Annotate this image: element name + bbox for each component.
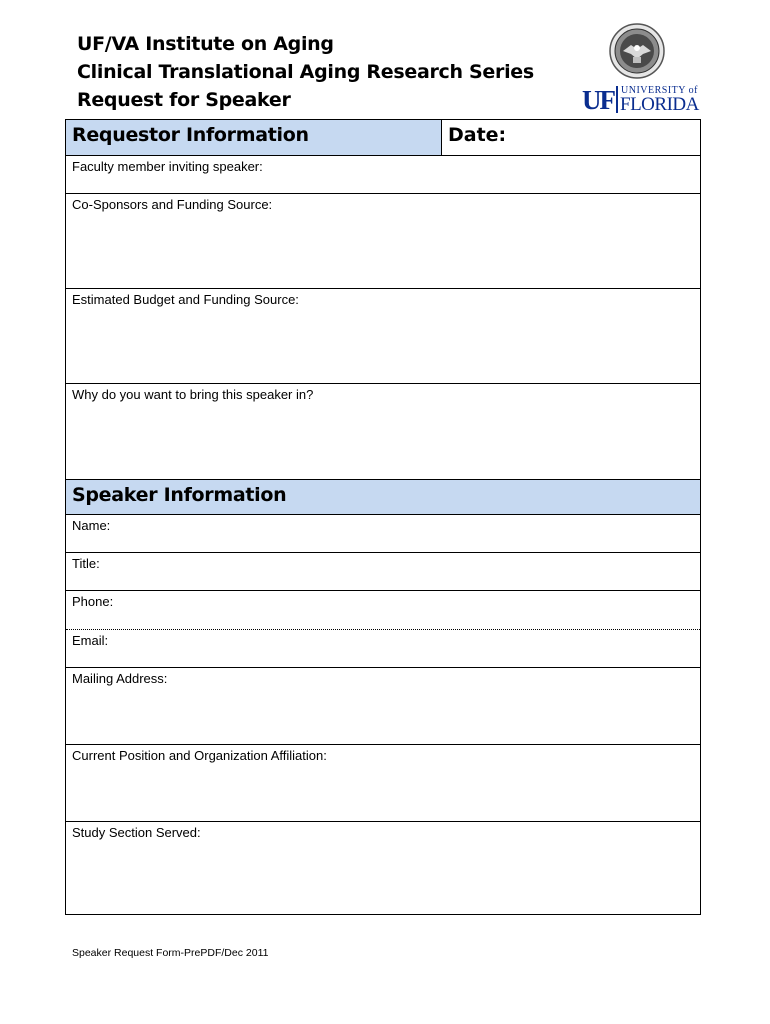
uf-divider <box>616 86 618 113</box>
email-field[interactable] <box>66 629 700 667</box>
name-field[interactable] <box>66 514 700 552</box>
uf-logo <box>582 84 699 115</box>
current-position-label: Current Position and Organization Affiliation: <box>72 748 327 763</box>
co-sponsors-field[interactable] <box>66 193 700 288</box>
why-speaker-label: Why do you want to bring this speaker in? <box>72 387 314 402</box>
study-section-label: Study Section Served: <box>72 825 201 840</box>
uf-mark: UF <box>582 85 614 115</box>
title-line-2: Clinical Translational Aging Research Series <box>77 61 534 83</box>
current-position-field[interactable] <box>66 744 700 821</box>
why-speaker-field[interactable] <box>66 383 700 479</box>
email-label: Email: <box>72 633 109 648</box>
requestor-header-row <box>66 120 700 155</box>
footer-text: Speaker Request Form-PrePDF/Dec 2011 <box>72 947 269 959</box>
phone-field[interactable] <box>66 590 700 629</box>
uf-florida-text: FLORIDA <box>620 94 699 115</box>
uf-university-text: UNIVERSITY of <box>621 85 698 96</box>
study-section-field[interactable] <box>66 821 700 914</box>
page-title <box>77 30 534 114</box>
mailing-address-field[interactable] <box>66 667 700 744</box>
title-label: Title: <box>72 556 100 571</box>
estimated-budget-label: Estimated Budget and Funding Source: <box>72 292 299 307</box>
speaker-heading: Speaker Information <box>66 479 700 514</box>
faculty-member-label: Faculty member inviting speaker: <box>72 159 263 174</box>
speaker-request-form <box>65 119 701 915</box>
va-seal-icon <box>609 23 665 79</box>
co-sponsors-label: Co-Sponsors and Funding Source: <box>72 197 273 212</box>
faculty-member-field[interactable] <box>66 155 700 193</box>
phone-label: Phone: <box>72 594 114 609</box>
logos <box>580 22 699 122</box>
title-line-1: UF/VA Institute on Aging <box>77 33 334 55</box>
requestor-heading: Requestor Information <box>66 120 442 155</box>
title-field[interactable] <box>66 552 700 590</box>
title-line-3: Request for Speaker <box>77 89 291 111</box>
name-label: Name: <box>72 518 111 533</box>
estimated-budget-field[interactable] <box>66 288 700 383</box>
mailing-address-label: Mailing Address: <box>72 671 168 686</box>
date-field[interactable]: Date: <box>448 124 507 146</box>
